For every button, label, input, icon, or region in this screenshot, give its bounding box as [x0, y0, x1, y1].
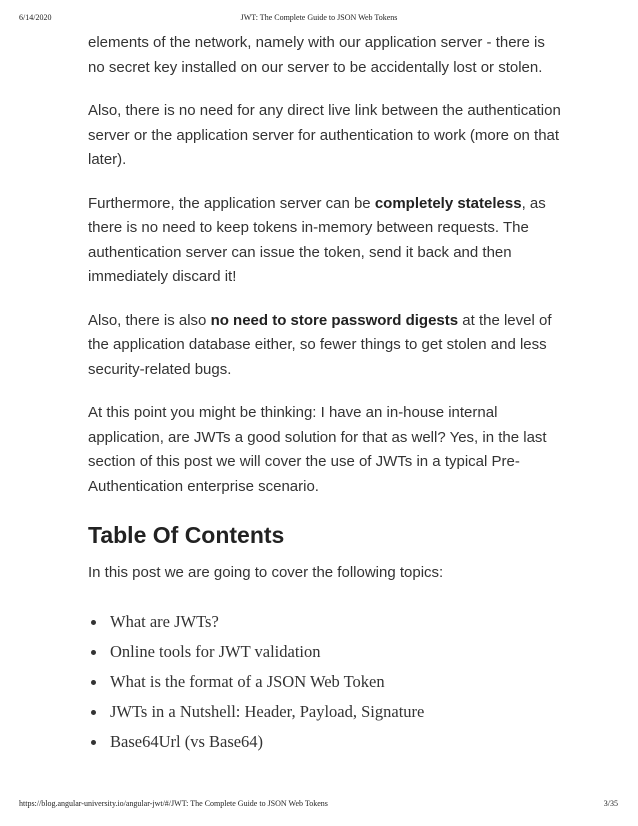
emphasis-password-digests: no need to store password digests [210, 311, 459, 329]
print-page-number: 3/35 [603, 799, 618, 808]
bullet-icon [91, 680, 96, 685]
paragraph-stateless [88, 192, 563, 290]
toc-item [88, 697, 563, 727]
toc-link-nutshell[interactable]: JWTs in a Nutshell: Header, Payload, Signature [110, 702, 425, 721]
bullet-icon [91, 740, 96, 745]
toc-link-what-are-jwts[interactable]: What are JWTs? [110, 612, 219, 631]
print-url: https://blog.angular-university.io/angular-jwt/#/JWT: The Complete Guide to JSON Web Tokens [19, 799, 328, 808]
toc-link-online-tools[interactable]: Online tools for JWT validation [110, 642, 321, 661]
bullet-icon [91, 710, 96, 715]
article-content [88, 31, 563, 757]
bullet-icon [91, 620, 96, 625]
toc-item [88, 667, 563, 697]
toc-heading: Table Of Contents [88, 522, 285, 548]
paragraph-security: elements of the network, namely with our application server - there is no secret key installed on our server to be accidentally lost or stolen. [88, 34, 545, 76]
paragraph-text: Furthermore, the application server can be [88, 194, 375, 212]
toc-link-jwt-format[interactable]: What is the format of a JSON Web Token [110, 672, 385, 691]
toc-item [88, 637, 563, 667]
paragraph-text: , as there is no need to keep tokens in-memory between requests. The authentication server can issue the token, send it back and then immediately discard it! [88, 194, 546, 285]
paragraph-in-house: At this point you might be thinking: I have an in-house internal application, are JWTs a good solution for that as well? Yes, in the last section of this post we will cover the use of JWTs in a typical Pre-Authentication enterprise scenario. [88, 404, 547, 495]
paragraph-text: Also, there is also [88, 311, 211, 329]
print-date: 6/14/2020 [19, 13, 52, 22]
paragraph-text: at the level of the application database either, so fewer things to get stolen and less security-related bugs. [88, 311, 552, 378]
toc-item [88, 607, 563, 637]
paragraph-password-digests [88, 309, 563, 383]
bullet-icon [91, 650, 96, 655]
paragraph-no-live-link: Also, there is no need for any direct live link between the authentication server or the application server for authentication to work (more on that later). [88, 102, 561, 168]
emphasis-stateless: completely stateless [374, 194, 522, 212]
toc-list [88, 607, 563, 757]
toc-item [88, 727, 563, 757]
toc-link-base64url[interactable]: Base64Url (vs Base64) [110, 732, 264, 751]
toc-intro: In this post we are going to cover the following topics: [88, 564, 444, 581]
print-page-title: JWT: The Complete Guide to JSON Web Tokens [240, 13, 398, 22]
